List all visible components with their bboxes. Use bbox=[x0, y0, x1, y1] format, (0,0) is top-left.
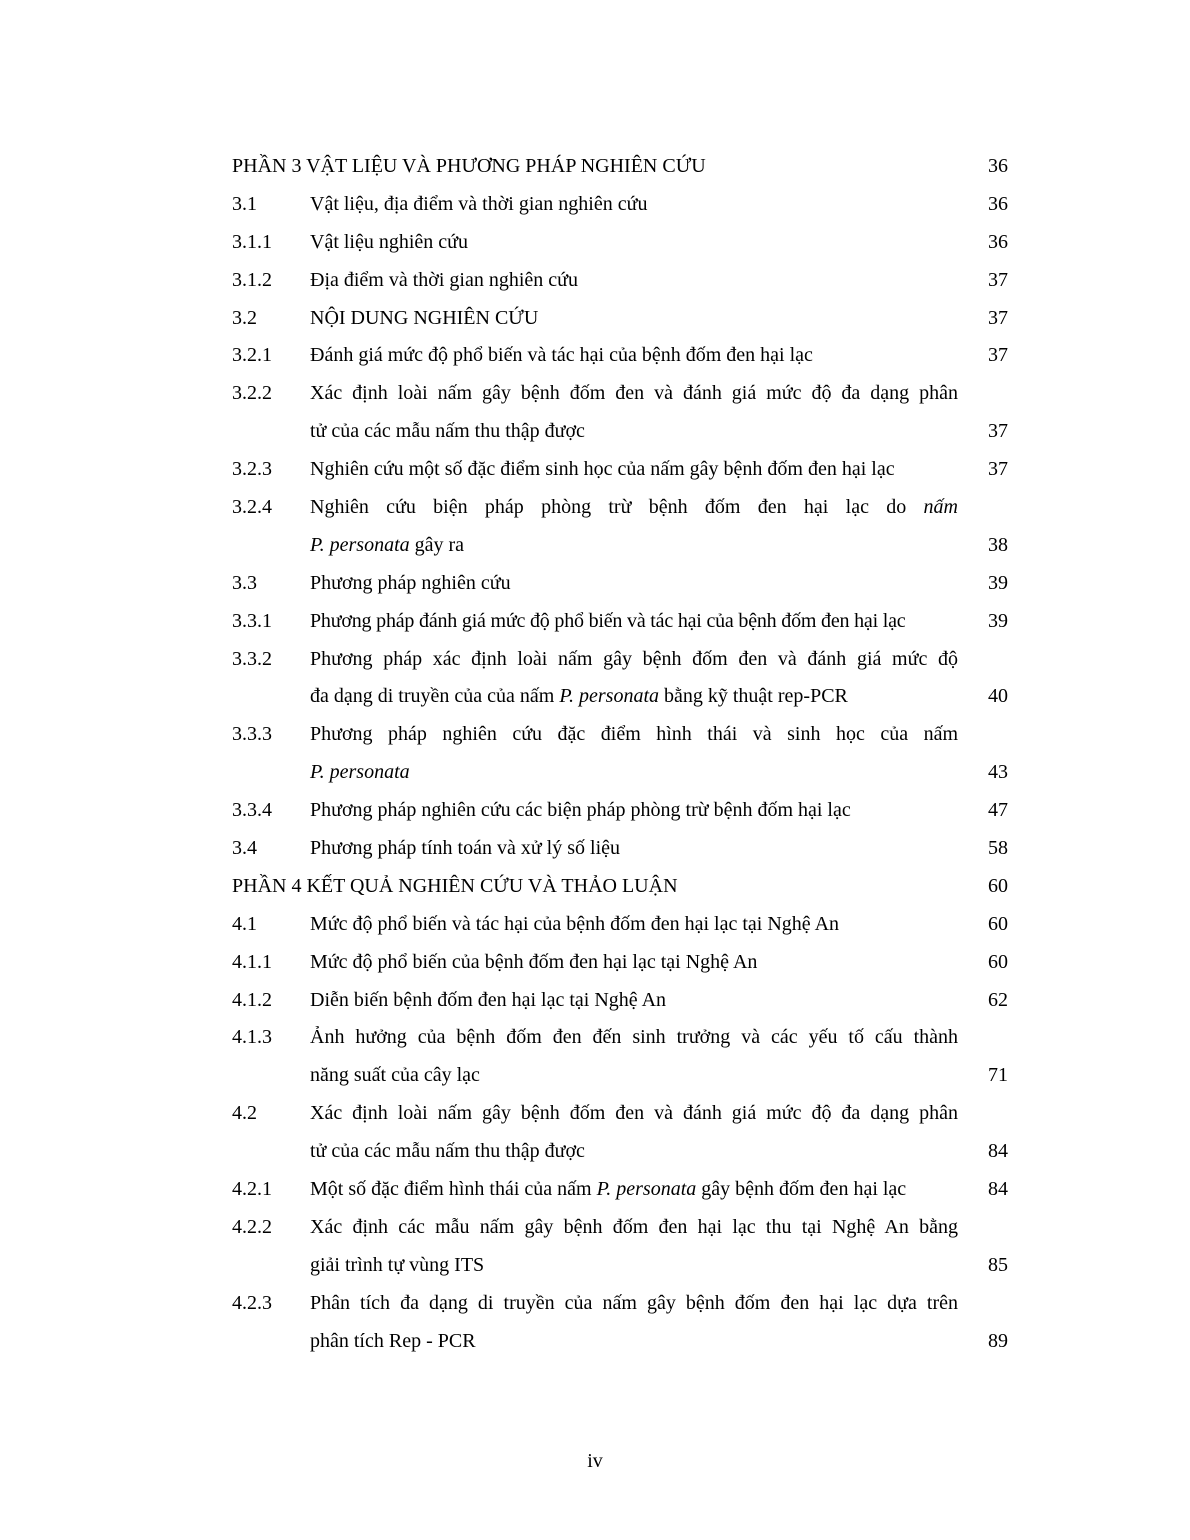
toc-title-text: Một số đặc điểm hình thái của nấm bbox=[310, 1178, 597, 1201]
toc-number: 3.4 bbox=[232, 837, 257, 860]
toc-page: 43 bbox=[988, 761, 1008, 784]
toc-page: 71 bbox=[988, 1064, 1008, 1087]
toc-title-text: bằng kỹ thuật rep-PCR bbox=[659, 685, 848, 708]
toc-page: 60 bbox=[988, 912, 1008, 935]
toc-page: 84 bbox=[988, 1140, 1008, 1163]
toc-title: Mức độ phổ biến của bệnh đốm đen hại lạc tại Nghệ An bbox=[310, 950, 758, 973]
toc-number: 3.2 bbox=[232, 306, 257, 329]
toc-title-line-2: tử của các mẫu nấm thu thập được bbox=[310, 1140, 585, 1163]
toc-title-line-2: phân tích Rep - PCR bbox=[310, 1329, 476, 1352]
toc-number: 4.1 bbox=[232, 912, 257, 935]
toc-page: 38 bbox=[988, 533, 1008, 556]
toc-entry-3-3 bbox=[232, 565, 1012, 603]
toc-number: 3.3 bbox=[232, 571, 257, 594]
toc-number: 3.3.4 bbox=[232, 799, 272, 822]
table-of-contents bbox=[232, 148, 1012, 1361]
toc-entry-4-2-2 bbox=[232, 1209, 1012, 1247]
toc-number: 4.1.1 bbox=[232, 950, 272, 973]
toc-title-line-1: Phương pháp xác định loài nấm gây bệnh đốm đen và đánh giá mức độ bbox=[310, 647, 958, 670]
toc-title: Nghiên cứu một số đặc điểm sinh học của nấm gây bệnh đốm đen hại lạc bbox=[310, 458, 895, 481]
toc-page: 62 bbox=[988, 988, 1008, 1011]
toc-entry-3-3-2-cont bbox=[232, 678, 1012, 716]
toc-title: Địa điểm và thời gian nghiên cứu bbox=[310, 268, 579, 291]
toc-entry-4-2-1 bbox=[232, 1171, 1012, 1209]
toc-title-line-1: Ảnh hưởng của bệnh đốm đen đến sinh trưởng và các yếu tố cấu thành bbox=[310, 1026, 958, 1049]
toc-entry-4-1 bbox=[232, 906, 1012, 944]
toc-title-italic: P. personata bbox=[559, 685, 659, 708]
toc-entry-4-2-2-cont bbox=[232, 1247, 1012, 1285]
toc-title-italic: P. personata bbox=[310, 533, 410, 556]
toc-title-line-1: Xác định các mẫu nấm gây bệnh đốm đen hại lạc thu tại Nghệ An bằng bbox=[310, 1215, 958, 1238]
toc-title: NỘI DUNG NGHIÊN CỨU bbox=[310, 306, 539, 329]
toc-entry-3-1-2 bbox=[232, 262, 1012, 300]
toc-title: PHẦN 3 VẬT LIỆU VÀ PHƯƠNG PHÁP NGHIÊN CỨU bbox=[232, 155, 706, 177]
toc-part-3 bbox=[232, 148, 1012, 186]
toc-entry-3-3-2 bbox=[232, 641, 1012, 679]
toc-title-line-1 bbox=[310, 489, 958, 527]
toc-page: 60 bbox=[988, 874, 1008, 897]
toc-title-text: gây bệnh đốm đen hại lạc bbox=[696, 1178, 907, 1201]
toc-title-italic: P. personata bbox=[596, 1178, 697, 1201]
toc-entry-4-2-cont bbox=[232, 1133, 1012, 1171]
toc-number: 4.2.1 bbox=[232, 1178, 272, 1201]
toc-title-line-1: Phương pháp nghiên cứu đặc điểm hình thái và sinh học của nấm bbox=[310, 723, 958, 746]
toc-entry-3-3-4 bbox=[232, 792, 1012, 830]
toc-title: Phương pháp tính toán và xử lý số liệu bbox=[310, 837, 621, 860]
toc-number: 3.2.3 bbox=[232, 458, 272, 481]
toc-title: Diễn biến bệnh đốm đen hại lạc tại Nghệ An bbox=[310, 988, 667, 1011]
toc-page: 58 bbox=[988, 837, 1008, 860]
toc-page: 39 bbox=[988, 609, 1008, 632]
toc-entry-3-3-3-cont bbox=[232, 754, 1012, 792]
toc-title-line-1: Xác định loài nấm gây bệnh đốm đen và đánh giá mức độ đa dạng phân bbox=[310, 382, 958, 405]
toc-number: 4.2.3 bbox=[232, 1291, 272, 1314]
toc-title bbox=[310, 1171, 958, 1209]
toc-number: 3.3.2 bbox=[232, 647, 272, 670]
toc-entry-3-2-2 bbox=[232, 375, 1012, 413]
toc-number: 4.1.2 bbox=[232, 988, 272, 1011]
toc-entry-3-3-3 bbox=[232, 716, 1012, 754]
toc-page: 36 bbox=[988, 192, 1008, 215]
toc-page: 85 bbox=[988, 1253, 1008, 1276]
toc-entry-4-1-3-cont bbox=[232, 1057, 1012, 1095]
toc-page: 89 bbox=[988, 1329, 1008, 1352]
toc-page: 84 bbox=[988, 1178, 1008, 1201]
toc-page: 37 bbox=[988, 458, 1008, 481]
toc-number: 3.1.1 bbox=[232, 230, 272, 253]
toc-title-line-2 bbox=[310, 527, 958, 565]
toc-page: 37 bbox=[988, 268, 1008, 291]
toc-title-line-2: năng suất của cây lạc bbox=[310, 1064, 480, 1087]
toc-number: 4.2 bbox=[232, 1102, 257, 1125]
toc-page: 36 bbox=[988, 155, 1008, 177]
toc-number: 3.1 bbox=[232, 192, 257, 215]
page-number-footer: iv bbox=[587, 1450, 603, 1472]
toc-number: 3.1.2 bbox=[232, 268, 272, 291]
toc-entry-4-2-3-cont bbox=[232, 1323, 1012, 1361]
toc-entry-3-2 bbox=[232, 300, 1012, 338]
toc-page: 39 bbox=[988, 571, 1008, 594]
toc-title-line-1: Phân tích đa dạng di truyền của nấm gây bệnh đốm đen hại lạc dựa trên bbox=[310, 1291, 958, 1314]
toc-entry-3-4 bbox=[232, 830, 1012, 868]
toc-title-line-2 bbox=[310, 678, 958, 716]
toc-title-line-2: giải trình tự vùng ITS bbox=[310, 1253, 485, 1276]
toc-title: Đánh giá mức độ phổ biến và tác hại của bệnh đốm đen hại lạc bbox=[310, 344, 813, 367]
toc-entry-4-1-1 bbox=[232, 944, 1012, 982]
toc-part-4 bbox=[232, 868, 1012, 906]
toc-number: 4.1.3 bbox=[232, 1026, 272, 1049]
toc-page: 36 bbox=[988, 230, 1008, 253]
toc-page: 60 bbox=[988, 950, 1008, 973]
toc-number: 3.2.2 bbox=[232, 382, 272, 405]
toc-title: Mức độ phổ biến và tác hại của bệnh đốm đen hại lạc tại Nghệ An bbox=[310, 912, 840, 935]
toc-title: Vật liệu nghiên cứu bbox=[310, 230, 469, 253]
toc-page: 40 bbox=[988, 685, 1008, 708]
toc-entry-3-2-4-cont bbox=[232, 527, 1012, 565]
toc-title: Phương pháp nghiên cứu bbox=[310, 571, 511, 594]
toc-title-line-1: Xác định loài nấm gây bệnh đốm đen và đánh giá mức độ đa dạng phân bbox=[310, 1102, 958, 1125]
toc-entry-3-2-1 bbox=[232, 337, 1012, 375]
toc-title-italic: nấm bbox=[923, 496, 958, 519]
toc-number: 4.2.2 bbox=[232, 1215, 272, 1238]
toc-entry-3-2-2-cont bbox=[232, 413, 1012, 451]
toc-page: 37 bbox=[988, 420, 1008, 443]
toc-title-text: đa dạng di truyền của của nấm bbox=[310, 685, 560, 708]
toc-title: Phương pháp nghiên cứu các biện pháp phòng trừ bệnh đốm hại lạc bbox=[310, 799, 851, 822]
toc-entry-3-3-1 bbox=[232, 603, 1012, 641]
toc-title: Phương pháp đánh giá mức độ phổ biến và tác hại của bệnh đốm đen hại lạc bbox=[310, 609, 906, 632]
toc-number: 3.2.1 bbox=[232, 344, 272, 367]
toc-entry-4-2 bbox=[232, 1095, 1012, 1133]
toc-title-text: Nghiên cứu biện pháp phòng trừ bệnh đốm đen hại lạc do bbox=[310, 496, 924, 519]
toc-page: 37 bbox=[988, 344, 1008, 367]
toc-title-line-2: tử của các mẫu nấm thu thập được bbox=[310, 420, 585, 443]
toc-number: 3.3.1 bbox=[232, 609, 272, 632]
toc-page: 47 bbox=[988, 799, 1008, 822]
toc-entry-4-1-3 bbox=[232, 1019, 1012, 1057]
toc-entry-3-1 bbox=[232, 186, 1012, 224]
toc-entry-4-2-3 bbox=[232, 1285, 1012, 1323]
toc-number: 3.2.4 bbox=[232, 496, 272, 519]
toc-number: 3.3.3 bbox=[232, 723, 272, 746]
toc-entry-4-1-2 bbox=[232, 982, 1012, 1020]
toc-title-line-2: P. personata bbox=[310, 761, 410, 784]
toc-entry-3-1-1 bbox=[232, 224, 1012, 262]
toc-entry-3-2-3 bbox=[232, 451, 1012, 489]
toc-page: 37 bbox=[988, 306, 1008, 329]
toc-title: PHẦN 4 KẾT QUẢ NGHIÊN CỨU VÀ THẢO LUẬN bbox=[232, 874, 678, 897]
toc-title: Vật liệu, địa điểm và thời gian nghiên cứu bbox=[310, 192, 648, 215]
toc-title-text: gây ra bbox=[409, 533, 465, 556]
toc-entry-3-2-4 bbox=[232, 489, 1012, 527]
